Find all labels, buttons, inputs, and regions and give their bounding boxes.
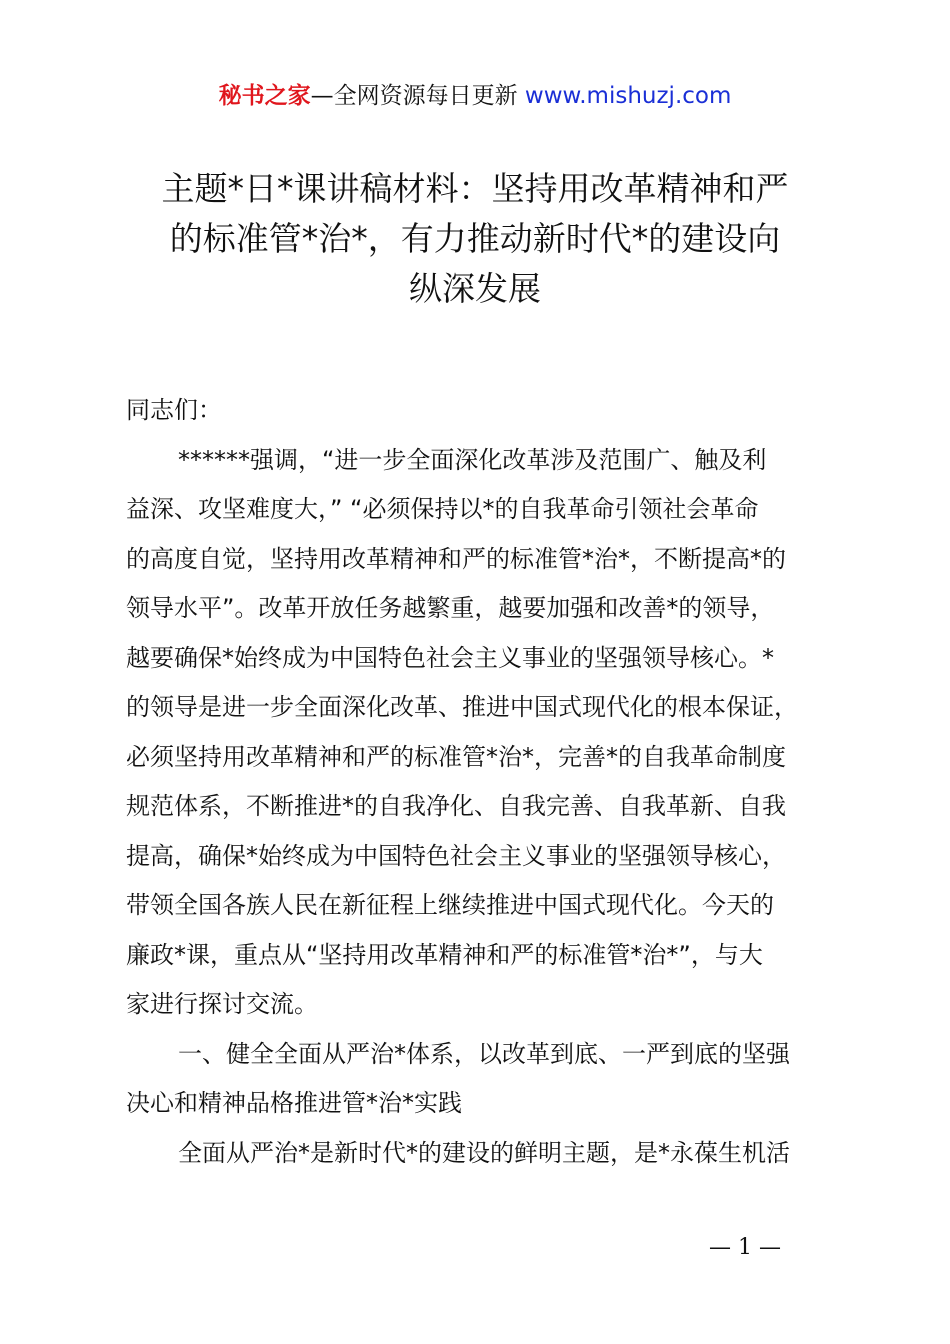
salutation: 同志们： [126,396,222,424]
document-body [126,386,846,1178]
paragraph-1 [126,436,846,1030]
header-slogan: —全网资源每日更新 [310,83,525,109]
paragraph-line: 的领导是进一步全面深化改革、推进中国式现代化的根本保证， [126,693,798,721]
title-line: 纵深发展 [409,269,541,308]
paragraph-line: 必须坚持用改革精神和严的标准管*治*，完善*的自我革命制度 [126,742,786,771]
site-header [0,80,950,112]
section-heading-line: 一、健全全面从严治*体系，以改革到底、一严到底的坚强 [178,1039,790,1068]
paragraph-line: 益深、攻坚难度大，” “必须保持以*的自我革命引领社会革命 [126,495,759,523]
paragraph-line: 带领全国各族人民在新征程上继续推进中国式现代化。今天的 [126,891,774,919]
paragraph-line: 廉政*课，重点从“坚持用改革精神和严的标准管*治*”，与大 [126,940,763,969]
title-line: 主题*日*课讲稿材料：坚持用改革精神和严 [161,169,789,208]
paragraph-line: 提高，确保*始终成为中国特色社会主义事业的坚强领导核心， [126,841,786,870]
page-number: — 1 — [709,1235,781,1260]
paragraph-line: 全面从严治*是新时代*的建设的鲜明主题，是*永葆生机活 [178,1138,790,1167]
paragraph-line: 领导水平”。改革开放任务越繁重，越要加强和改善*的领导， [126,594,775,622]
header-url-link[interactable]: www.mishuzj.com [524,83,732,109]
paragraph-2 [126,1129,846,1179]
document-title [120,164,830,314]
title-line: 的标准管*治*，有力推动新时代*的建设向 [169,219,781,258]
paragraph-line: 家进行探讨交流。 [126,990,318,1018]
header-brand: 秘书之家 [218,83,311,109]
paragraph-line: 规范体系，不断推进*的自我净化、自我完善、自我革新、自我 [126,792,786,820]
section-heading-line: 决心和精神品格推进管*治*实践 [126,1089,462,1117]
paragraph-line: 越要确保*始终成为中国特色社会主义事业的坚强领导核心。* [126,643,774,672]
section-heading-1 [126,1030,846,1129]
paragraph-line: 的高度自觉，坚持用改革精神和严的标准管*治*，不断提高*的 [126,544,786,573]
paragraph-line: ******强调，“进一步全面深化改革涉及范围广、触及利 [178,445,767,474]
